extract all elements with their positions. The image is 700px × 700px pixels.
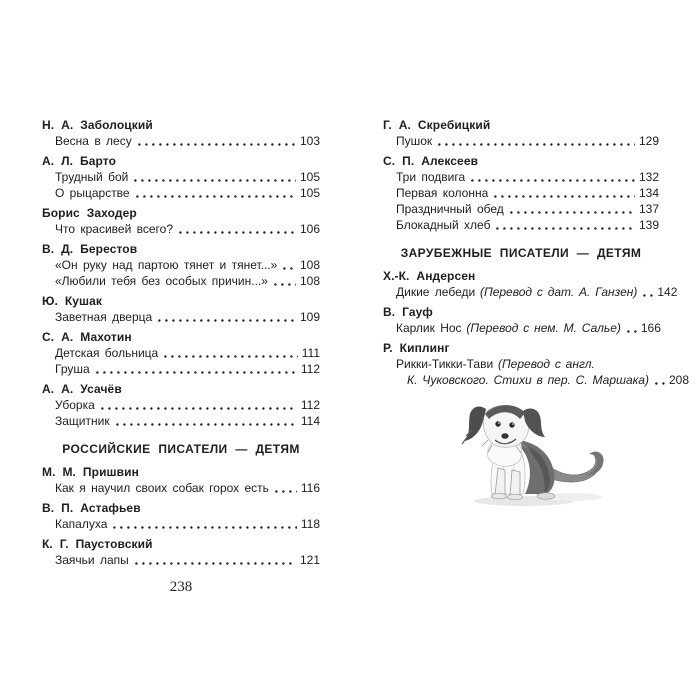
dot-leader xyxy=(438,143,635,146)
section-heading: ЗАРУБЕЖНЫЕ ПИСАТЕЛИ — ДЕТЯМ xyxy=(400,246,642,260)
tail xyxy=(548,453,600,482)
work-row xyxy=(383,169,659,185)
work-title: Заячьи лапы xyxy=(55,553,129,567)
toc-entry xyxy=(42,293,320,325)
page-ref: 112 xyxy=(300,398,320,412)
page-ref: 118 xyxy=(300,517,320,531)
toc-entry xyxy=(383,117,659,149)
work-title: О рыцарстве xyxy=(55,186,130,200)
work-row xyxy=(42,397,320,413)
author-name: Р. Киплинг xyxy=(383,341,450,355)
toc-entry xyxy=(383,153,659,233)
page-ref: 114 xyxy=(300,414,320,428)
author-name: М. М. Пришвин xyxy=(42,465,139,479)
work-title: Трудный бой xyxy=(55,170,129,184)
author-name: Х.-К. Андерсен xyxy=(383,269,476,283)
author-name: С. А. Махотин xyxy=(42,330,132,344)
toc-column-left xyxy=(42,117,320,568)
page-ref: 108 xyxy=(299,258,320,272)
page-ref: 139 xyxy=(638,218,659,232)
toc-entry xyxy=(42,117,320,149)
work-row xyxy=(383,185,659,201)
author-name: В. П. Астафьев xyxy=(42,501,141,515)
page-ref: 166 xyxy=(640,321,661,335)
work-title: Первая колонна xyxy=(396,186,489,200)
toc-entry xyxy=(42,205,320,237)
page-ref: 121 xyxy=(299,553,320,567)
work-title: «Любили тебя без особых причин...» xyxy=(55,274,268,288)
work-row xyxy=(42,133,320,149)
page-ref: 132 xyxy=(638,170,659,184)
page-ref: 137 xyxy=(638,202,659,216)
page-ref: 111 xyxy=(301,346,320,360)
work-title: «Он руку над партою тянет и тянет...» xyxy=(55,258,278,272)
work-title: Уборка xyxy=(55,398,95,412)
translation-note: (Перевод с англ. xyxy=(493,357,595,371)
page-ref: 108 xyxy=(299,274,320,288)
work-title: Груша xyxy=(55,362,90,376)
dot-leader xyxy=(96,371,297,374)
toc-entry xyxy=(42,381,320,429)
toc-column-right xyxy=(383,117,689,388)
dot-leader xyxy=(655,382,665,385)
page-ref: 129 xyxy=(638,134,659,148)
toc-entry xyxy=(383,268,678,300)
toc-entry xyxy=(383,340,689,388)
dot-leader xyxy=(113,526,296,529)
section-heading: РОССИЙСКИЕ ПИСАТЕЛИ — ДЕТЯМ xyxy=(62,442,300,456)
author-name: В. Гауф xyxy=(383,305,433,319)
dot-leader xyxy=(496,227,635,230)
work-row xyxy=(42,257,320,273)
page-ref: 106 xyxy=(299,222,320,236)
dot-leader xyxy=(164,355,298,358)
work-row xyxy=(42,361,320,377)
toc-entry xyxy=(42,241,320,289)
page-ref: 116 xyxy=(300,481,320,495)
page-ref: 105 xyxy=(299,186,320,200)
work-row xyxy=(42,516,320,532)
work-title: Что красивей всего? xyxy=(55,222,173,236)
eye-right xyxy=(509,422,514,427)
work-title: Капалуха xyxy=(55,517,108,531)
work-row xyxy=(383,217,659,233)
work-row xyxy=(42,345,320,361)
author-name: Н. А. Заболоцкий xyxy=(42,118,153,132)
work-title: Три подвига xyxy=(396,170,466,184)
work-row-continuation xyxy=(383,372,689,388)
paw-left xyxy=(492,493,507,499)
author-name: В. Д. Берестов xyxy=(42,242,138,256)
nose xyxy=(501,433,508,439)
work-row xyxy=(42,309,320,325)
dot-leader xyxy=(179,231,296,234)
work-row xyxy=(42,413,320,429)
work-row xyxy=(42,169,320,185)
eye-left-highlight xyxy=(498,422,500,424)
author-name: Ю. Кушак xyxy=(42,294,103,308)
eye-right-highlight xyxy=(512,423,514,425)
dot-leader xyxy=(283,267,296,270)
puppy-sketch-illustration xyxy=(448,396,626,510)
work-row xyxy=(383,284,678,300)
eye-left xyxy=(495,421,500,426)
work-title: Защитник xyxy=(55,414,110,428)
ear-left xyxy=(465,407,486,441)
page-ref: 105 xyxy=(299,170,320,184)
translation-note: (Перевод с дат. А. Ганзен) xyxy=(475,285,638,299)
dot-leader xyxy=(158,319,296,322)
work-row xyxy=(383,320,659,336)
work-title: Как я научил своих собак горох есть xyxy=(55,481,269,495)
author-name: А. А. Усачёв xyxy=(42,382,122,396)
dot-leader xyxy=(643,294,653,297)
page-ref: 103 xyxy=(299,134,320,148)
paw-right xyxy=(508,494,523,500)
dot-leader xyxy=(494,195,635,198)
work-row xyxy=(42,480,320,496)
author-name: А. Л. Барто xyxy=(42,154,117,168)
work-title: Блокадный хлеб xyxy=(396,218,491,232)
page-ref: 142 xyxy=(657,285,678,299)
folio-page-number: 238 xyxy=(169,579,193,595)
work-row xyxy=(42,552,320,568)
dot-leader xyxy=(138,143,296,146)
work-title: Весна в лесу xyxy=(55,134,132,148)
dot-leader xyxy=(116,423,297,426)
dot-leader xyxy=(274,283,296,286)
author-name: К. Г. Паустовский xyxy=(42,537,153,551)
author-name: С. П. Алексеев xyxy=(383,154,479,168)
work-title: Дикие лебеди xyxy=(396,285,476,299)
translation-note: (Перевод с нем. М. Салье) xyxy=(461,321,621,335)
dot-leader xyxy=(101,407,297,410)
dot-leader xyxy=(134,179,296,182)
dot-leader xyxy=(627,330,637,333)
work-title: Рикки-Тикки-Тави xyxy=(396,357,494,371)
work-title: Праздничный обед xyxy=(396,202,504,216)
work-row xyxy=(383,133,659,149)
toc-entry xyxy=(42,329,320,377)
page-ref: 109 xyxy=(299,310,320,324)
work-title: Пушок xyxy=(396,134,433,148)
author-name: Борис Заходер xyxy=(42,206,137,220)
page-ref: 112 xyxy=(300,362,320,376)
translation-note: К. Чуковского. Стихи в пер. С. Маршака) xyxy=(407,373,649,387)
dot-leader xyxy=(135,562,296,565)
toc-entry xyxy=(42,464,320,496)
toc-entry xyxy=(383,304,659,336)
toc-entry xyxy=(42,536,320,568)
work-row xyxy=(383,201,659,217)
work-title: Заветная дверца xyxy=(55,310,153,324)
hind-paw xyxy=(537,493,555,499)
dot-leader xyxy=(136,195,296,198)
page-ref: 134 xyxy=(638,186,659,200)
toc-entry xyxy=(42,500,320,532)
toc-entry xyxy=(42,153,320,201)
dot-leader xyxy=(510,211,635,214)
work-row xyxy=(383,356,659,372)
author-name: Г. А. Скребицкий xyxy=(383,118,491,132)
work-row xyxy=(42,273,320,289)
dot-leader xyxy=(471,179,635,182)
work-title: Детская больница xyxy=(55,346,159,360)
work-title: Карлик Нос xyxy=(396,321,462,335)
front-leg-right xyxy=(510,470,520,496)
page-ref: 208 xyxy=(668,373,689,387)
dot-leader xyxy=(275,490,297,493)
work-row xyxy=(42,221,320,237)
work-row xyxy=(42,185,320,201)
